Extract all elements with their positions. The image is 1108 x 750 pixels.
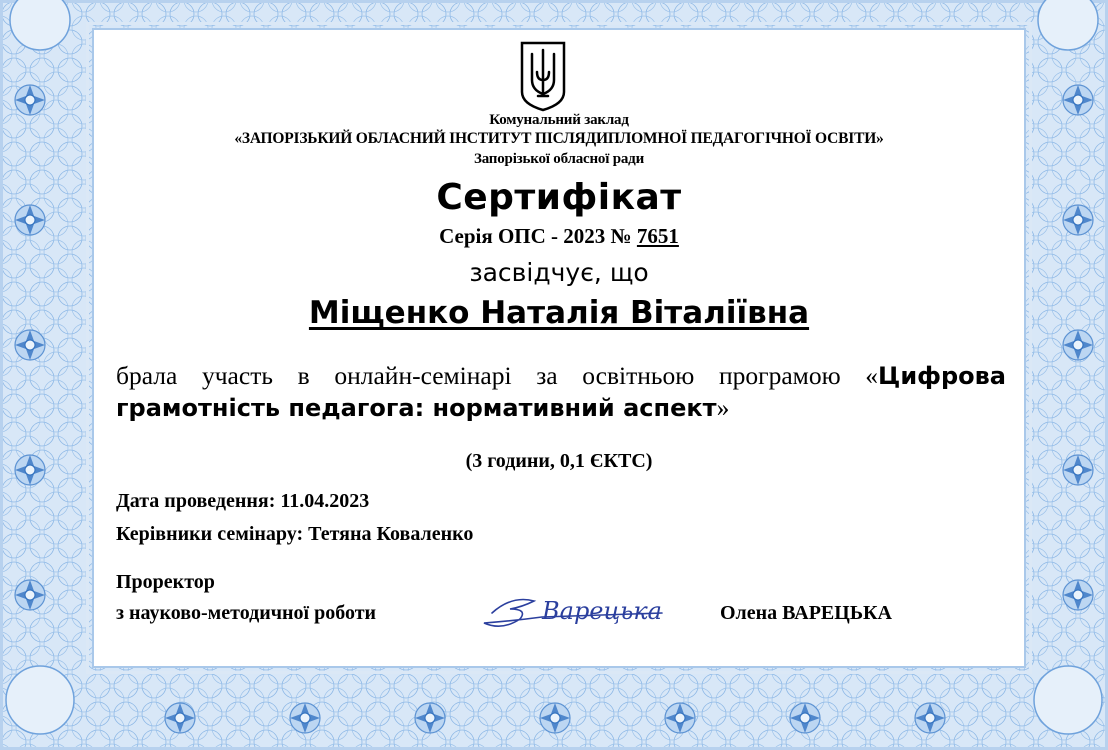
- signer-name: Олена ВАРЕЦЬКА: [720, 602, 892, 624]
- program-close-quote: »: [716, 393, 730, 422]
- signature-image: [472, 583, 682, 638]
- signer-title-line2: з науково-методичної роботи: [116, 602, 377, 624]
- series-number: 7651: [636, 224, 679, 248]
- certificate-panel: [92, 28, 1026, 668]
- series-prefix: Серія ОПС - 2023 №: [439, 224, 637, 248]
- institution-name: «ЗАПОРІЗЬКИЙ ОБЛАСНИЙ ІНСТИТУТ ПІСЛЯДИПЛОМНОЇ ПЕДАГОГІЧНОЇ ОСВІТИ»: [234, 130, 884, 147]
- trident-emblem-icon: [518, 40, 568, 112]
- institution-council: Запорізької обласної ради: [473, 151, 645, 167]
- certificate-series: [94, 224, 1024, 249]
- participation-statement: [116, 360, 1006, 424]
- certificate-title: Сертифікат: [436, 177, 682, 218]
- event-date: Дата проведення: 11.04.2023: [116, 490, 370, 512]
- certifies-text: засвідчує, що: [469, 258, 649, 287]
- signer-title-line1: Проректор: [116, 571, 215, 593]
- institution-type: Комунальний заклад: [489, 112, 629, 128]
- participation-text: брала участь в онлайн-семінарі за освітньою програмою «: [116, 361, 879, 390]
- program-hours: (3 години, 0,1 ЄКТС): [465, 450, 653, 472]
- seminar-leaders: Керівники семінару: Тетяна Коваленко: [116, 523, 474, 545]
- program-name: Цифрова грамотність педагога: нормативний аспект: [116, 362, 1006, 422]
- recipient-name: Міщенко Наталія Віталіївна: [308, 295, 810, 331]
- svg-text:Варецька: Варецька: [542, 597, 662, 625]
